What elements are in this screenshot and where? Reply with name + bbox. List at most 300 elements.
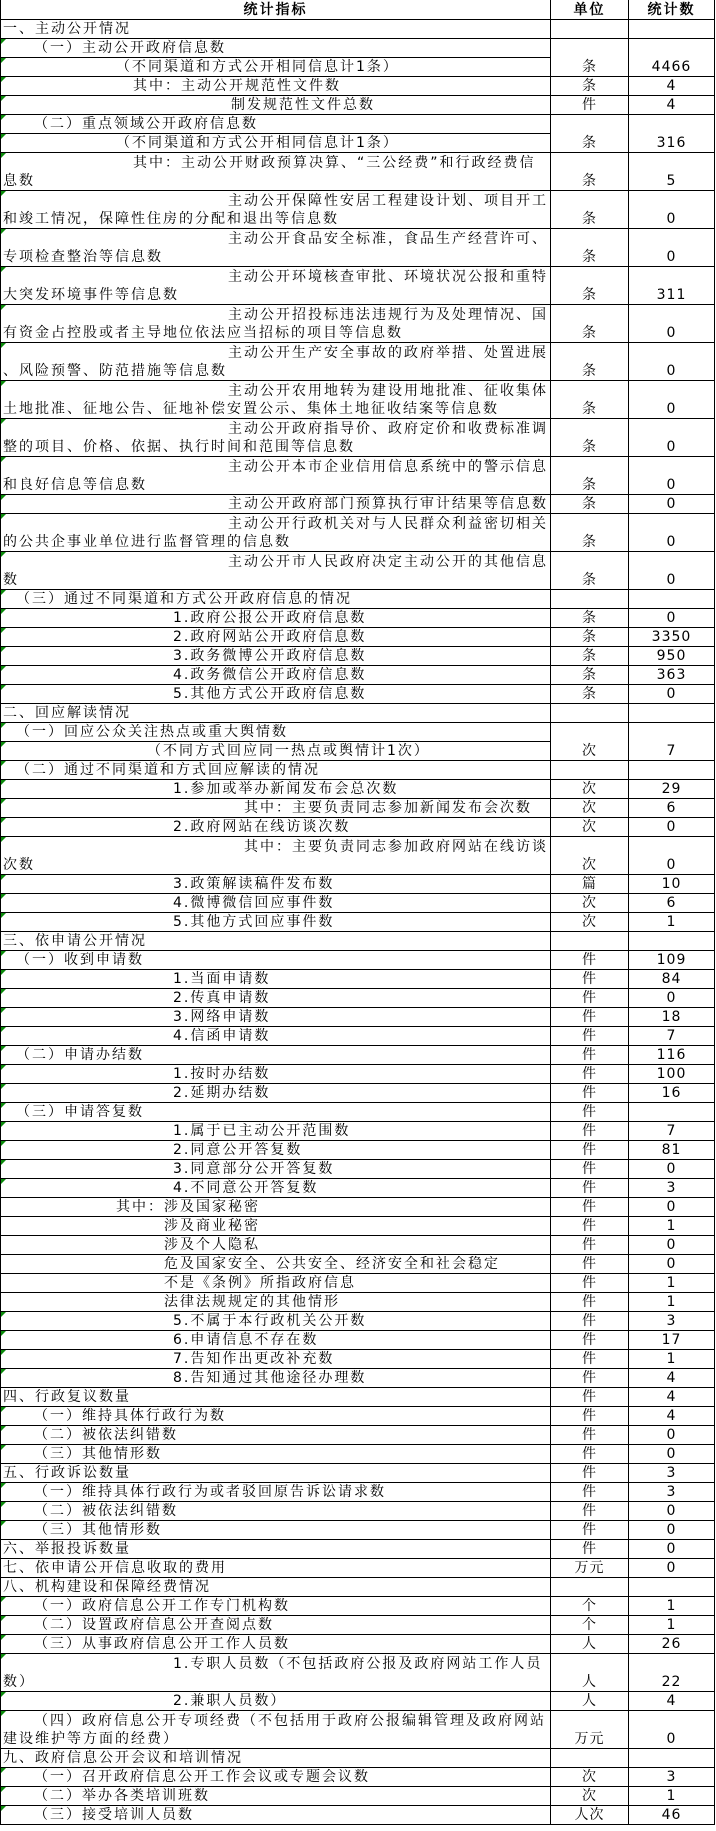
indicator-cell [1, 190, 551, 228]
unit-cell: 件 [551, 1501, 629, 1520]
count-cell: 4 [629, 1406, 715, 1425]
indicator-label: 3.同意部分公开答复数 [173, 1160, 335, 1177]
indicator-label: 土地批准、征地公告、征地补偿安置公示、集体土地征收结案等信息数 [3, 400, 499, 417]
table-row [1, 1520, 715, 1539]
count-cell: 0 [629, 1197, 715, 1216]
indicator-cell [1, 950, 551, 969]
count-cell: 1 [629, 1349, 715, 1368]
indicator-label: 5.不属于本行政机关公开数 [173, 1312, 367, 1329]
indicator-label: 危及国家安全、公共安全、经济安全和社会稳定 [164, 1255, 500, 1272]
table-row [1, 1539, 715, 1558]
unit-cell: 件 [551, 1520, 629, 1539]
indicator-label: 有资金占控股或者主导地位依法应当招标的项目等信息数 [3, 324, 403, 341]
error-indicator-icon [1, 1350, 6, 1355]
table-row [1, 38, 715, 57]
table-row [1, 1178, 715, 1197]
table-row [1, 703, 715, 722]
table-row [1, 1026, 715, 1045]
count-cell: 0 [629, 1444, 715, 1463]
indicator-cell [1, 893, 551, 912]
indicator-label: 九、政府信息公开会议和培训情况 [3, 1749, 243, 1766]
error-indicator-icon [1, 191, 6, 196]
indicator-cell [1, 152, 551, 190]
count-cell: 1 [629, 1786, 715, 1805]
indicator-label: （一）政府信息公开工作专门机构数 [34, 1597, 290, 1614]
error-indicator-icon [1, 153, 6, 158]
unit-cell: 个 [551, 1615, 629, 1634]
indicator-cell [1, 1083, 551, 1102]
indicator-label: 大突发环境事件等信息数 [3, 286, 179, 303]
count-cell: 1 [629, 1615, 715, 1634]
count-cell [629, 589, 715, 608]
unit-cell: 件 [551, 1539, 629, 1558]
indicator-label: （不同方式回应同一热点或舆情计1次） [147, 742, 430, 759]
unit-cell: 条 [551, 38, 629, 76]
table-row [1, 1558, 715, 1577]
table-row [1, 1159, 715, 1178]
count-cell: 1 [629, 912, 715, 931]
table-row [1, 76, 715, 95]
table-row [1, 646, 715, 665]
error-indicator-icon [1, 989, 6, 994]
error-indicator-icon [1, 799, 6, 804]
error-indicator-icon [1, 267, 6, 272]
indicator-cell [1, 1577, 551, 1596]
error-indicator-icon [1, 1692, 6, 1697]
indicator-label: 五、行政诉讼数量 [3, 1464, 131, 1481]
error-indicator-icon [1, 761, 6, 766]
indicator-label: 4.不同意公开答复数 [173, 1179, 319, 1196]
unit-cell: 件 [551, 1216, 629, 1235]
indicator-label: 的公共企事业单位进行监督管理的信息数 [3, 533, 291, 550]
error-indicator-icon [1, 1331, 6, 1336]
error-indicator-icon [1, 647, 6, 652]
error-indicator-icon [1, 875, 6, 880]
count-cell: 0 [629, 836, 715, 874]
count-cell: 0 [629, 418, 715, 456]
unit-cell: 人 [551, 1691, 629, 1710]
unit-cell: 条 [551, 152, 629, 190]
indicator-cell [1, 1349, 551, 1368]
indicator-cell [1, 646, 551, 665]
unit-cell: 万元 [551, 1710, 629, 1748]
indicator-label: 六、举报投诉数量 [3, 1540, 131, 1557]
count-cell: 18 [629, 1007, 715, 1026]
indicator-label: 主动公开招投标违法违规行为及处理情况、国 [228, 306, 548, 323]
indicator-cell [1, 1539, 551, 1558]
indicator-cell [1, 456, 551, 494]
table-row [1, 1254, 715, 1273]
indicator-cell [1, 494, 551, 513]
indicator-label: （三）接受培训人员数 [34, 1806, 194, 1823]
error-indicator-icon [1, 1027, 6, 1032]
indicator-label: 4.政务微信公开政府信息数 [173, 666, 367, 683]
indicator-cell [1, 1007, 551, 1026]
table-row [1, 1387, 715, 1406]
count-cell: 0 [629, 608, 715, 627]
table-row [1, 798, 715, 817]
unit-cell: 条 [551, 551, 629, 589]
error-indicator-icon [1, 134, 6, 139]
count-cell: 26 [629, 1634, 715, 1653]
count-cell: 0 [629, 1235, 715, 1254]
count-cell: 3 [629, 1767, 715, 1786]
indicator-cell [1, 551, 551, 589]
table-row [1, 1083, 715, 1102]
indicator-cell [1, 1786, 551, 1805]
indicator-label: （一）维持具体行政行为或者驳回原告诉讼请求数 [34, 1483, 386, 1500]
indicator-label: 专项检查整治等信息数 [3, 248, 163, 265]
unit-cell: 个 [551, 1596, 629, 1615]
indicator-label: 和良好信息等信息数 [3, 476, 147, 493]
unit-cell: 件 [551, 1159, 629, 1178]
indicator-cell [1, 1520, 551, 1539]
indicator-label: （三）申请答复数 [16, 1103, 144, 1120]
error-indicator-icon [1, 1787, 6, 1792]
count-cell [629, 931, 715, 950]
error-indicator-icon [1, 1768, 6, 1773]
count-cell: 3 [629, 1482, 715, 1501]
table-row [1, 456, 715, 494]
indicator-cell [1, 988, 551, 1007]
indicator-label: 数 [3, 571, 19, 588]
unit-cell: 人次 [551, 1805, 629, 1824]
indicator-cell [1, 741, 551, 760]
table-row [1, 988, 715, 1007]
indicator-cell [1, 1748, 551, 1767]
count-cell: 10 [629, 874, 715, 893]
count-cell: 0 [629, 380, 715, 418]
indicator-label: （三）其他情形数 [34, 1445, 162, 1462]
indicator-label: 2.兼职人员数） [173, 1692, 287, 1709]
indicator-label: 其中：主要负责同志参加新闻发布会次数 [244, 799, 532, 816]
count-cell: 17 [629, 1330, 715, 1349]
indicator-cell [1, 1444, 551, 1463]
unit-cell: 万元 [551, 1558, 629, 1577]
indicator-label: 数） [3, 1673, 35, 1690]
header-count: 统计数 [629, 0, 715, 19]
indicator-label: （二）举办各类培训班数 [34, 1787, 210, 1804]
unit-cell: 件 [551, 1463, 629, 1482]
count-cell: 4 [629, 1691, 715, 1710]
table-row [1, 1653, 715, 1691]
table-row [1, 836, 715, 874]
unit-cell: 次 [551, 779, 629, 798]
unit-cell: 人 [551, 1653, 629, 1691]
indicator-label: 涉及商业秘密 [164, 1217, 260, 1234]
count-cell: 0 [629, 551, 715, 589]
indicator-label: 3.网络申请数 [173, 1008, 271, 1025]
count-cell [629, 1102, 715, 1121]
indicator-cell [1, 1330, 551, 1349]
unit-cell: 件 [551, 1387, 629, 1406]
indicator-cell [1, 817, 551, 836]
table-row [1, 1368, 715, 1387]
count-cell: 1 [629, 1216, 715, 1235]
indicator-cell [1, 1102, 551, 1121]
error-indicator-icon [1, 1635, 6, 1640]
error-indicator-icon [1, 39, 6, 44]
indicator-cell [1, 1235, 551, 1254]
table-row [1, 1349, 715, 1368]
table-row [1, 228, 715, 266]
error-indicator-icon [1, 1521, 6, 1526]
unit-cell: 条 [551, 418, 629, 456]
error-indicator-icon [1, 818, 6, 823]
table-row [1, 1710, 715, 1748]
table-row [1, 19, 715, 38]
indicator-label: 2.政府网站在线访谈次数 [173, 818, 351, 835]
error-indicator-icon [1, 1046, 6, 1051]
error-indicator-icon [1, 894, 6, 899]
indicator-label: 1.按时办结数 [173, 1065, 271, 1082]
count-cell: 4466 [629, 38, 715, 76]
error-indicator-icon [1, 609, 6, 614]
indicator-label: 7.告知作出更改补充数 [173, 1350, 335, 1367]
unit-cell: 条 [551, 228, 629, 266]
header-unit: 单位 [551, 0, 629, 19]
table-row [1, 114, 715, 133]
indicator-cell [1, 798, 551, 817]
unit-cell: 篇 [551, 874, 629, 893]
indicator-label: （二）重点领域公开政府信息数 [34, 115, 258, 132]
count-cell [629, 760, 715, 779]
unit-cell: 条 [551, 684, 629, 703]
indicator-cell [1, 1064, 551, 1083]
count-cell: 0 [629, 1501, 715, 1520]
indicator-label: （二）被依法纠错数 [34, 1502, 178, 1519]
table-row [1, 893, 715, 912]
indicator-label: （二）通过不同渠道和方式回应解读的情况 [16, 761, 320, 778]
unit-cell: 件 [551, 1235, 629, 1254]
indicator-label: （三）从事政府信息公开工作人员数 [34, 1635, 290, 1652]
indicator-cell [1, 1254, 551, 1273]
indicator-label: 1.当面申请数 [173, 970, 271, 987]
unit-cell: 条 [551, 76, 629, 95]
error-indicator-icon [1, 685, 6, 690]
count-cell: 3 [629, 1311, 715, 1330]
indicator-label: 主动公开本市企业信用信息系统中的警示信息 [228, 458, 548, 475]
indicator-cell [1, 589, 551, 608]
indicator-cell [1, 1197, 551, 1216]
unit-cell: 条 [551, 304, 629, 342]
error-indicator-icon [1, 343, 6, 348]
error-indicator-icon [1, 1407, 6, 1412]
count-cell: 1 [629, 1596, 715, 1615]
table-row [1, 608, 715, 627]
header-row [1, 0, 715, 19]
error-indicator-icon [1, 1312, 6, 1317]
indicator-cell [1, 1159, 551, 1178]
count-cell: 363 [629, 665, 715, 684]
count-cell: 7 [629, 1026, 715, 1045]
unit-cell: 件 [551, 1406, 629, 1425]
indicator-cell [1, 912, 551, 931]
error-indicator-icon [1, 115, 6, 120]
table-row [1, 1102, 715, 1121]
table-row [1, 1748, 715, 1767]
unit-cell: 件 [551, 1083, 629, 1102]
indicator-label: 一、主动公开情况 [3, 20, 131, 37]
indicator-cell [1, 57, 551, 76]
indicator-cell [1, 228, 551, 266]
indicator-label: 1.属于已主动公开范围数 [173, 1122, 351, 1139]
indicator-label: 主动公开食品安全标准，食品生产经营许可、 [228, 230, 548, 247]
indicator-cell [1, 418, 551, 456]
count-cell: 6 [629, 893, 715, 912]
indicator-cell [1, 627, 551, 646]
count-cell: 4 [629, 76, 715, 95]
error-indicator-icon [1, 305, 6, 310]
count-cell: 4 [629, 95, 715, 114]
table-row [1, 1767, 715, 1786]
table-row [1, 912, 715, 931]
error-indicator-icon [1, 1122, 6, 1127]
indicator-cell [1, 969, 551, 988]
unit-cell: 条 [551, 494, 629, 513]
indicator-label: 其中：主动公开财政预算决算、“三公经费”和行政经费信 [133, 154, 536, 171]
table-row [1, 1292, 715, 1311]
indicator-label: 制发规范性文件总数 [231, 96, 375, 113]
count-cell: 0 [629, 494, 715, 513]
table-row [1, 1425, 715, 1444]
count-cell: 0 [629, 988, 715, 1007]
table-row [1, 1273, 715, 1292]
count-cell: 100 [629, 1064, 715, 1083]
table-row [1, 589, 715, 608]
indicator-cell [1, 1425, 551, 1444]
indicator-cell [1, 1216, 551, 1235]
table-row [1, 950, 715, 969]
indicator-cell [1, 304, 551, 342]
table-row [1, 684, 715, 703]
error-indicator-icon [1, 1502, 6, 1507]
table-row [1, 380, 715, 418]
table-row [1, 1634, 715, 1653]
indicator-label: （四）政府信息公开专项经费（不包括用于政府公报编辑管理及政府网站 [34, 1712, 546, 1729]
error-indicator-icon [1, 1084, 6, 1089]
unit-cell: 件 [551, 1273, 629, 1292]
count-cell: 6 [629, 798, 715, 817]
unit-cell: 次 [551, 836, 629, 874]
count-cell: 0 [629, 684, 715, 703]
indicator-label: 3.政策解读稿件发布数 [173, 875, 335, 892]
error-indicator-icon [1, 514, 6, 519]
table-row [1, 722, 715, 741]
count-cell: 0 [629, 1425, 715, 1444]
count-cell: 0 [629, 1539, 715, 1558]
error-indicator-icon [1, 58, 6, 63]
indicator-label: 8.告知通过其他途径办理数 [173, 1369, 367, 1386]
error-indicator-icon [1, 1008, 6, 1013]
indicator-cell [1, 1026, 551, 1045]
count-cell [629, 703, 715, 722]
table-row [1, 1691, 715, 1710]
indicator-label: 主动公开生产安全事故的政府举措、处置进展 [228, 344, 548, 361]
table-row [1, 418, 715, 456]
count-cell: 4 [629, 1368, 715, 1387]
error-indicator-icon [1, 723, 6, 728]
indicator-label: 主动公开政府指导价、政府定价和收费标准调 [228, 420, 548, 437]
count-cell: 3 [629, 1178, 715, 1197]
table-row [1, 931, 715, 950]
unit-cell: 次 [551, 1767, 629, 1786]
error-indicator-icon [1, 1806, 6, 1811]
error-indicator-icon [1, 1160, 6, 1165]
unit-cell: 条 [551, 646, 629, 665]
error-indicator-icon [1, 837, 6, 842]
unit-cell: 件 [551, 1007, 629, 1026]
unit-cell: 件 [551, 1311, 629, 1330]
count-cell: 311 [629, 266, 715, 304]
indicator-cell [1, 1178, 551, 1197]
error-indicator-icon [1, 495, 6, 500]
table-row [1, 779, 715, 798]
table-row [1, 513, 715, 551]
unit-cell [551, 703, 629, 722]
indicator-cell [1, 1368, 551, 1387]
count-cell: 0 [629, 304, 715, 342]
unit-cell: 件 [551, 1140, 629, 1159]
indicator-label: （不同渠道和方式公开相同信息计1条） [116, 58, 399, 75]
indicator-label: 2.延期办结数 [173, 1084, 271, 1101]
indicator-cell [1, 1140, 551, 1159]
table-row [1, 1045, 715, 1064]
indicator-label: 主动公开市人民政府决定主动公开的其他信息 [228, 553, 548, 570]
indicator-cell [1, 1558, 551, 1577]
table-row [1, 665, 715, 684]
count-cell: 0 [629, 456, 715, 494]
table-row [1, 1501, 715, 1520]
indicator-cell [1, 703, 551, 722]
count-cell: 5 [629, 152, 715, 190]
indicator-cell [1, 874, 551, 893]
unit-cell: 条 [551, 665, 629, 684]
count-cell [629, 19, 715, 38]
indicator-cell [1, 114, 551, 133]
indicator-label: 4.信函申请数 [173, 1027, 271, 1044]
indicator-label: 主动公开政府部门预算执行审计结果等信息数 [228, 495, 548, 512]
table-row [1, 1482, 715, 1501]
indicator-label: （一）回应公众关注热点或重大舆情数 [16, 723, 288, 740]
table-row [1, 494, 715, 513]
unit-cell: 件 [551, 1444, 629, 1463]
error-indicator-icon [1, 229, 6, 234]
unit-cell [551, 1748, 629, 1767]
count-cell: 81 [629, 1140, 715, 1159]
table-row [1, 1235, 715, 1254]
count-cell: 0 [629, 513, 715, 551]
indicator-cell [1, 380, 551, 418]
unit-cell: 次 [551, 1786, 629, 1805]
indicator-label: （二）被依法纠错数 [34, 1426, 178, 1443]
count-cell: 109 [629, 950, 715, 969]
indicator-label: 6.申请信息不存在数 [173, 1331, 319, 1348]
indicator-cell [1, 1710, 551, 1748]
unit-cell: 件 [551, 1349, 629, 1368]
unit-cell: 条 [551, 342, 629, 380]
indicator-cell [1, 38, 551, 57]
indicator-cell [1, 931, 551, 950]
unit-cell: 件 [551, 1482, 629, 1501]
unit-cell: 次 [551, 722, 629, 760]
unit-cell: 件 [551, 1121, 629, 1140]
indicator-label: （三）其他情形数 [34, 1521, 162, 1538]
table-row [1, 551, 715, 589]
indicator-label: （一）主动公开政府信息数 [34, 39, 226, 56]
count-cell: 0 [629, 228, 715, 266]
indicator-cell [1, 266, 551, 304]
